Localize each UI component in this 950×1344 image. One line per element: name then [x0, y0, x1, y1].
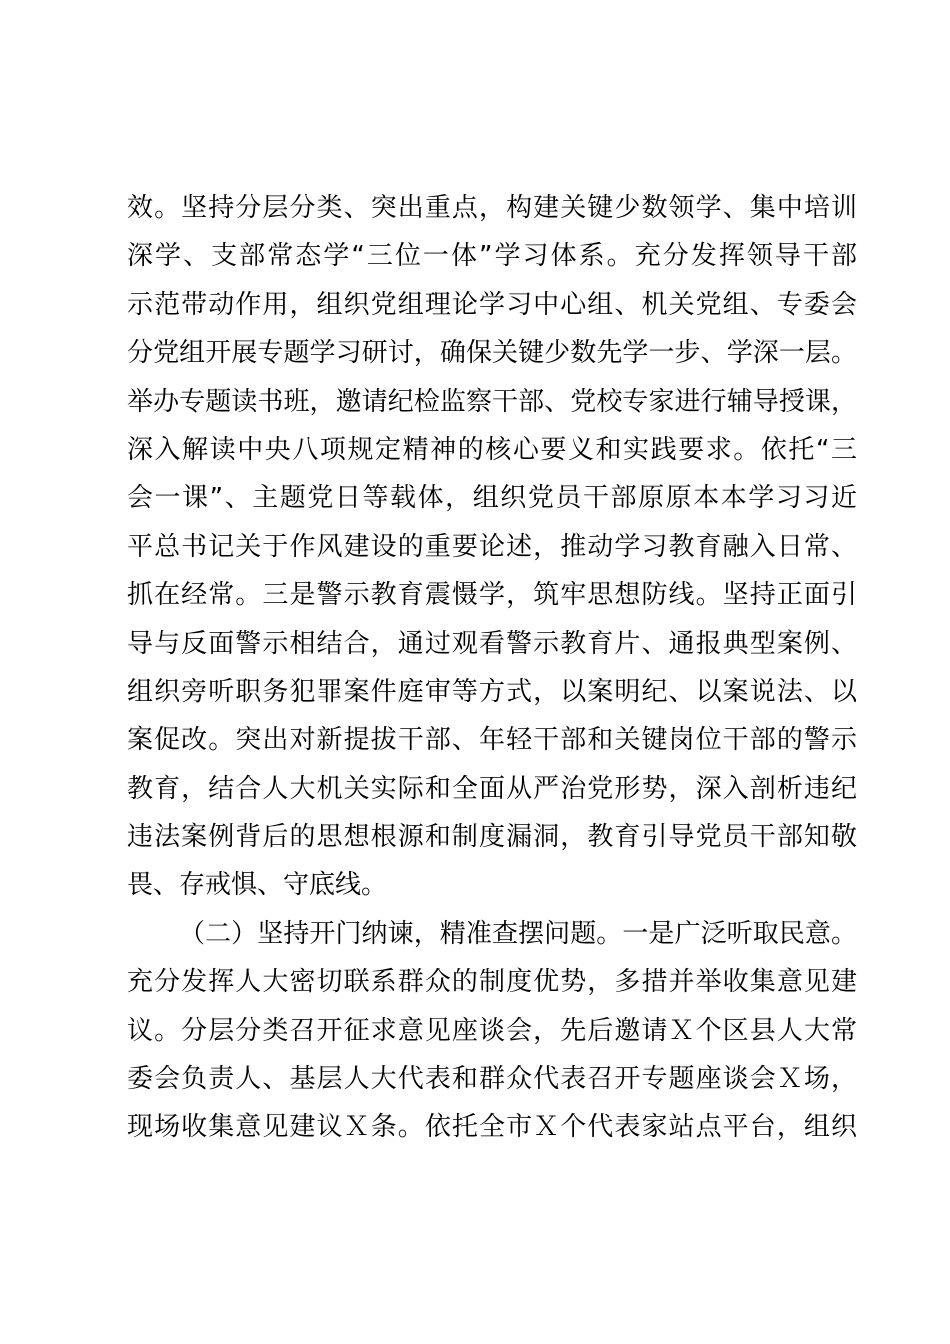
text-line: 平总书记关于作风建设的重要论述，推动学习教育融入日常、 [127, 531, 857, 562]
text-line: 现场收集意见建议Ｘ条。依托全市Ｘ个代表家站点平台，组织 [127, 1112, 857, 1143]
text-line: 违法案例背后的思想根源和制度漏洞，教育引导党员干部知敬 [127, 822, 857, 853]
text-line: 案促改。突出对新提拔干部、年轻干部和关键岗位干部的警示 [127, 725, 857, 756]
text-line: 议。分层分类召开征求意见座谈会，先后邀请Ｘ个区县人大常 [127, 1015, 857, 1046]
text-line: 委会负责人、基层人大代表和群众代表召开专题座谈会Ｘ场， [127, 1064, 857, 1095]
text-line: 充分发挥人大密切联系群众的制度优势，多措并举收集意见建 [127, 967, 857, 998]
text-line: 效。坚持分层分类、突出重点，构建关键少数领学、集中培训 [127, 193, 857, 223]
section-heading-line: （二）坚持开门纳谏，精准查摆问题。一是广泛听取民意。 [179, 918, 857, 949]
text-line: 举办专题读书班，邀请纪检监察干部、党校专家进行辅导授课， [127, 386, 857, 417]
body-text [127, 184, 857, 1152]
text-line: 深学、支部常态学“三位一体”学习体系。充分发挥领导干部 [127, 241, 857, 272]
text-line: 组织旁听职务犯罪案件庭审等方式，以案明纪、以案说法、以 [127, 676, 857, 707]
text-line: 深入解读中央八项规定精神的核心要义和实践要求。依托“三 [127, 434, 857, 465]
text-line: 抓在经常。三是警示教育震慑学，筑牢思想防线。坚持正面引 [127, 580, 857, 611]
text-line: 导与反面警示相结合，通过观看警示教育片、通报典型案例、 [127, 628, 857, 659]
text-line: 示范带动作用，组织党组理论学习中心组、机关党组、专委会 [127, 289, 857, 320]
text-line: 教育，结合人大机关实际和全面从严治党形势，深入剖析违纪 [127, 773, 857, 804]
text-line: 会一课”、主题党日等载体，组织党员干部原原本本学习习近 [127, 483, 857, 514]
text-line: 分党组开展专题学习研讨，确保关键少数先学一步、学深一层。 [127, 338, 857, 369]
paragraph-end-line: 畏、存戒惧、守底线。 [127, 870, 388, 901]
